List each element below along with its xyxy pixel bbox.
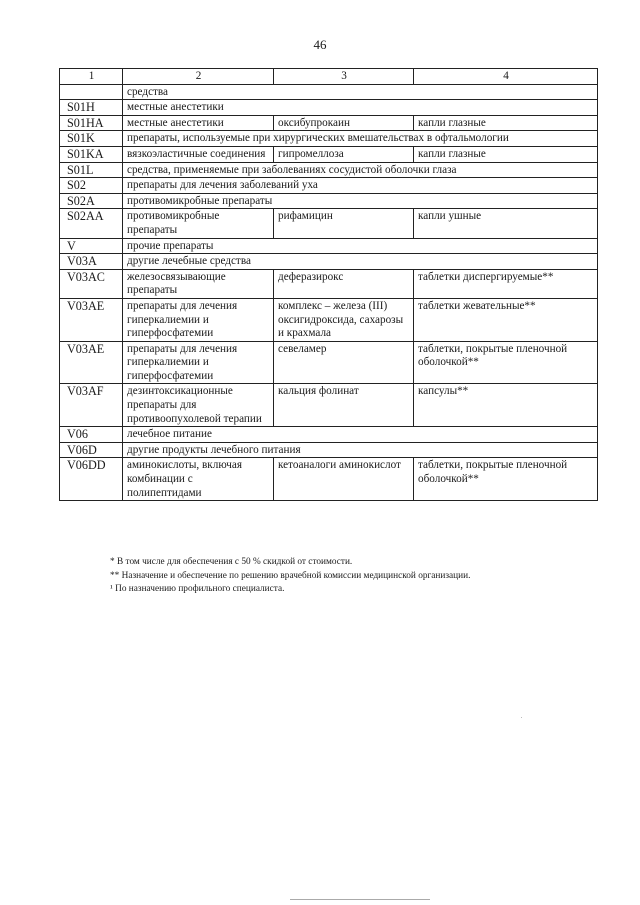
atc-code-cell: S02 [60, 178, 123, 194]
group-name-cell: лечебное питание [123, 427, 598, 443]
atc-code-cell: S02AA [60, 209, 123, 238]
atc-code-cell: V06D [60, 442, 123, 458]
atc-code-cell: V03AE [60, 341, 123, 384]
table-row [60, 193, 598, 209]
atc-code-cell [60, 84, 123, 100]
header-cell: 2 [123, 69, 274, 85]
table-header-row [60, 69, 598, 85]
group-name-cell: вязкоэластичные соединения [123, 146, 274, 162]
footnote: * В том числе для обеспечения с 50 % скидкой от стоимости. [110, 557, 353, 567]
table-row [60, 100, 598, 116]
group-name-cell: другие продукты лечебного питания [123, 442, 598, 458]
table-row [60, 384, 598, 427]
table-row [60, 341, 598, 384]
drug-name-cell: комплекс – железа (III) оксигидроксида, сахарозы и крахмала [274, 298, 414, 341]
atc-code-cell: V [60, 238, 123, 254]
group-name-cell: препараты для лечения гиперкалиемии и гиперфосфатемии [123, 341, 274, 384]
group-name-cell: препараты, используемые при хирургических вмешательствах в офтальмологии [123, 131, 598, 147]
atc-code-cell: S01H [60, 100, 123, 116]
medication-table [59, 68, 598, 501]
group-name-cell: местные анестетики [123, 100, 598, 116]
group-name-cell: противомикробные препараты [123, 193, 598, 209]
drug-name-cell: кетоаналоги аминокислот [274, 458, 414, 501]
scan-speck [521, 717, 522, 718]
atc-code-cell: S01L [60, 162, 123, 178]
table-row [60, 427, 598, 443]
dosage-form-cell: таблетки, покрытые пленочной оболочкой** [414, 458, 598, 501]
group-name-cell: противомикробные препараты [123, 209, 274, 238]
header-cell: 1 [60, 69, 123, 85]
table-row [60, 298, 598, 341]
dosage-form-cell: капсулы** [414, 384, 598, 427]
atc-code-cell: S01HA [60, 115, 123, 131]
group-name-cell: препараты для лечения заболеваний уха [123, 178, 598, 194]
drug-name-cell: деферазирокс [274, 269, 414, 298]
table-row [60, 131, 598, 147]
drug-name-cell: рифамицин [274, 209, 414, 238]
table-row [60, 442, 598, 458]
footnotes [110, 556, 470, 597]
dosage-form-cell: капли ушные [414, 209, 598, 238]
atc-code-cell: V06DD [60, 458, 123, 501]
atc-code-cell: V03A [60, 254, 123, 270]
atc-code-cell: S02A [60, 193, 123, 209]
dosage-form-cell: таблетки жевательные** [414, 298, 598, 341]
table-row [60, 84, 598, 100]
drug-name-cell: кальция фолинат [274, 384, 414, 427]
group-name-cell: средства [123, 84, 598, 100]
table-row [60, 115, 598, 131]
table-row [60, 146, 598, 162]
group-name-cell: местные анестетики [123, 115, 274, 131]
atc-code-cell: V06 [60, 427, 123, 443]
atc-code-cell: S01K [60, 131, 123, 147]
atc-code-cell: V03AC [60, 269, 123, 298]
atc-code-cell: S01KA [60, 146, 123, 162]
group-name-cell: аминокислоты, включая комбинации с полипептидами [123, 458, 274, 501]
footnote: ¹ По назначению профильного специалиста. [110, 584, 285, 594]
group-name-cell: средства, применяемые при заболеваниях сосудистой оболочки глаза [123, 162, 598, 178]
group-name-cell: другие лечебные средства [123, 254, 598, 270]
header-cell: 3 [274, 69, 414, 85]
group-name-cell: железосвязывающие препараты [123, 269, 274, 298]
header-cell: 4 [414, 69, 598, 85]
table-row [60, 254, 598, 270]
page-number: 46 [313, 37, 327, 52]
footnote: ** Назначение и обеспечение по решению врачебной комиссии медицинской организации. [110, 570, 471, 581]
dosage-form-cell: таблетки диспергируемые** [414, 269, 598, 298]
drug-name-cell: гипромеллоза [274, 146, 414, 162]
table-row [60, 269, 598, 298]
dosage-form-cell: капли глазные [414, 146, 598, 162]
drug-name-cell: оксибупрокаин [274, 115, 414, 131]
atc-code-cell: V03AF [60, 384, 123, 427]
table-row [60, 238, 598, 254]
scan-edge-line [290, 899, 430, 900]
dosage-form-cell: таблетки, покрытые пленочной оболочкой** [414, 341, 598, 384]
table-row [60, 458, 598, 501]
table-row [60, 162, 598, 178]
group-name-cell: препараты для лечения гиперкалиемии и гиперфосфатемии [123, 298, 274, 341]
table-row [60, 209, 598, 238]
dosage-form-cell: капли глазные [414, 115, 598, 131]
table-row [60, 178, 598, 194]
group-name-cell: прочие препараты [123, 238, 598, 254]
atc-code-cell: V03AE [60, 298, 123, 341]
group-name-cell: дезинтоксикационные препараты для противоопухолевой терапии [123, 384, 274, 427]
drug-name-cell: севеламер [274, 341, 414, 384]
